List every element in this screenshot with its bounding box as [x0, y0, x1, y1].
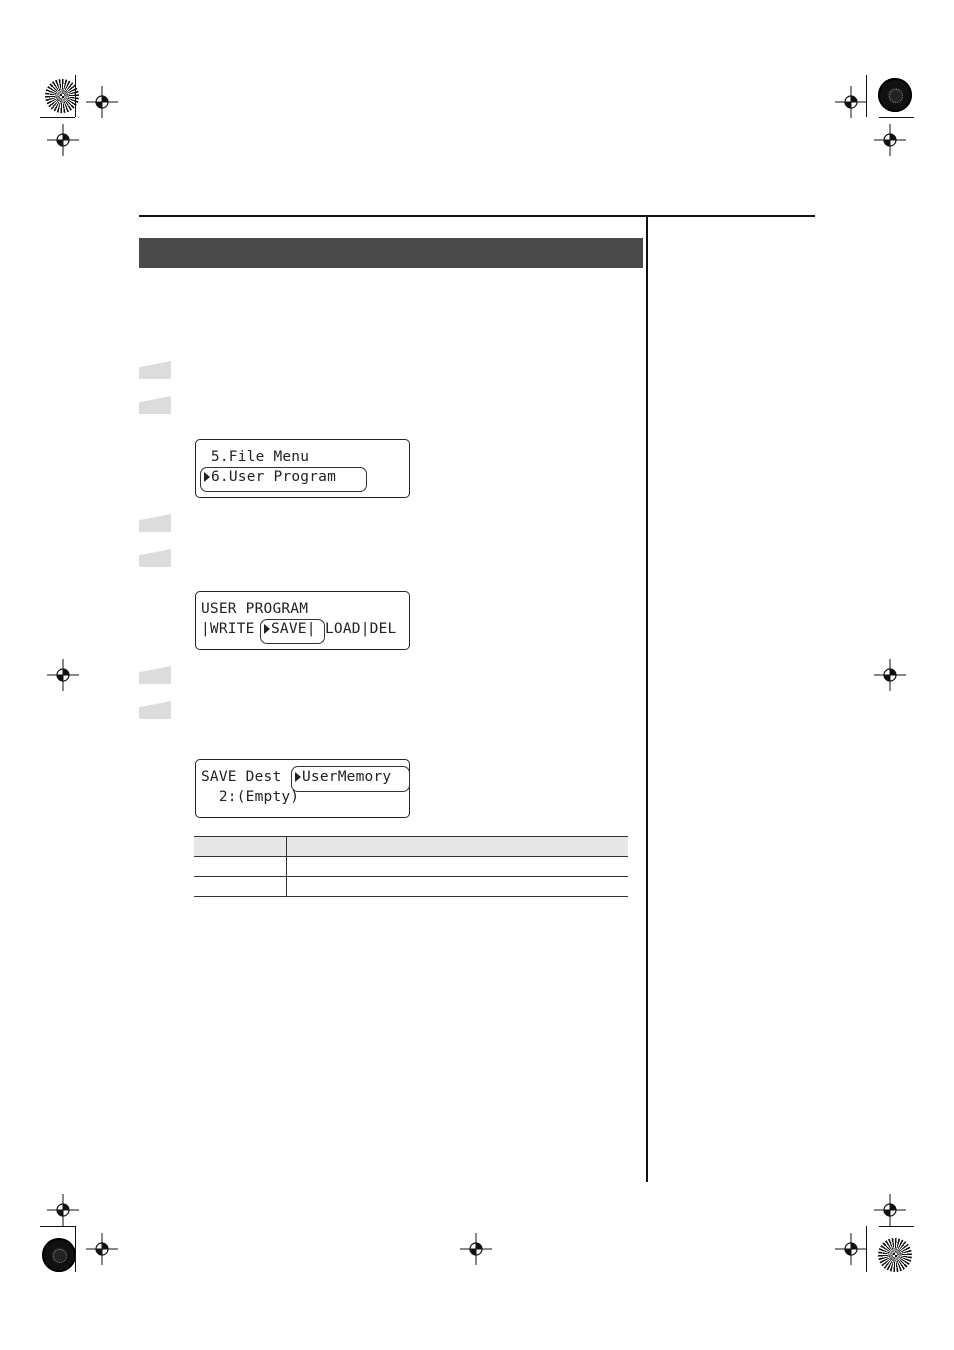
registration-mark-top-right	[878, 78, 912, 112]
crop-line	[879, 1226, 914, 1227]
registration-mark-top-left	[45, 79, 79, 113]
settings-table	[194, 836, 628, 897]
lcd-line-left: SAVE Dest	[201, 769, 282, 785]
crop-line	[75, 1226, 76, 1272]
lcd-user-program	[195, 591, 410, 650]
crop-line	[75, 75, 76, 117]
table-cell	[287, 857, 629, 877]
section-heading-bar	[139, 238, 643, 268]
crosshair-icon	[874, 124, 906, 156]
step-marker	[139, 701, 171, 719]
step-marker	[139, 514, 171, 532]
lcd-line-left: |WRITE	[201, 621, 255, 637]
lcd-line: 5.File Menu	[202, 449, 310, 465]
table-header-cell	[287, 837, 629, 857]
crop-line	[866, 1226, 867, 1272]
table-header-row	[194, 837, 628, 857]
lcd-line-selected	[204, 469, 336, 485]
step-marker	[139, 396, 171, 414]
header-rule	[139, 215, 815, 217]
lcd-line: USER PROGRAM	[201, 601, 309, 617]
crosshair-icon	[86, 1233, 118, 1265]
table-cell	[194, 857, 287, 877]
lcd-selected-text: SAVE|	[271, 621, 316, 637]
crosshair-icon	[460, 1233, 492, 1265]
crosshair-icon	[47, 124, 79, 156]
lcd-selected-text: 6.User Program	[211, 469, 337, 485]
step-marker	[139, 549, 171, 567]
crosshair-icon	[835, 86, 867, 118]
table-cell	[287, 877, 629, 897]
table-row	[194, 857, 628, 877]
table-header-cell	[194, 837, 287, 857]
lcd-line-selected	[295, 769, 391, 785]
registration-mark-bottom-left	[42, 1238, 76, 1272]
table-row	[194, 877, 628, 897]
cursor-arrow-icon	[295, 772, 301, 782]
step-marker	[139, 361, 171, 379]
registration-mark-bottom-right	[878, 1238, 912, 1272]
lcd-line-selected	[264, 621, 316, 637]
crosshair-icon	[86, 86, 118, 118]
table-cell	[194, 877, 287, 897]
crosshair-icon	[47, 1194, 79, 1226]
step-marker	[139, 666, 171, 684]
cursor-arrow-icon	[204, 472, 210, 482]
lcd-save-dest	[195, 759, 410, 818]
crop-line	[40, 117, 75, 118]
lcd-selected-text: UserMemory	[302, 769, 392, 785]
lcd-file-menu	[195, 439, 410, 498]
crop-line	[866, 75, 867, 117]
column-divider	[646, 215, 648, 1182]
crosshair-icon	[874, 659, 906, 691]
crosshair-icon	[47, 659, 79, 691]
lcd-line-right: LOAD|DEL	[325, 621, 397, 637]
crop-line	[40, 1226, 75, 1227]
crop-line	[879, 117, 914, 118]
cursor-arrow-icon	[264, 624, 270, 634]
crosshair-icon	[835, 1233, 867, 1265]
crosshair-icon	[874, 1194, 906, 1226]
lcd-line: 2:(Empty)	[201, 789, 300, 805]
